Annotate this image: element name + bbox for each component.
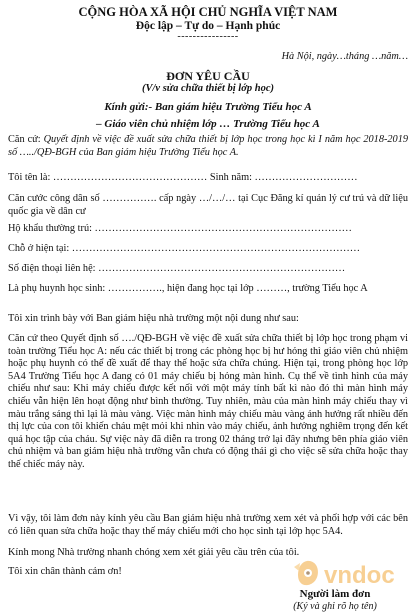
intro-line: Tôi xin trình bày với Ban giám hiệu nhà trường một nội dung như sau:	[8, 313, 299, 324]
place-date: Hà Nội, ngày…tháng …năm…	[281, 51, 408, 62]
motto-rule: ----------------	[177, 31, 239, 42]
vndoc-watermark-logo	[290, 549, 410, 593]
recipient-line-1: Kính gửi:- Ban giám hiệu Trường Tiểu học A	[104, 101, 312, 113]
nation-heading: CỘNG HÒA XÃ HỘI CHỦ NGHĨA VIỆT NAM	[78, 5, 338, 19]
main-paragraph: Căn cứ theo Quyết định số …./QĐ-BGH về việc đề xuất sửa chữa thiết bị lớp học trong phạm vi toàn trường Tiểu học A: nếu các thiết bị trong các phòng học bị hư hỏng thì giáo viên chủ nhiệm hoặc phụ huynh có thể đề xuất để thay thế hoặc sửa chữa chúng. Hiện tại, trong phòng học lớp 5A4 Trường Tiểu học A đang có 01 máy chiếu bị hỏng màn hình. Cụ thể về tình hình của máy chiếu như sau: Khi máy chiếu được kết nối với một máy tính bất kì nào đó thì màn hình máy chiếu vẫn hiện lên hoạt động như bình thường. Tuy nhiên, màu của màn hình máy chiếu thay vì màu trắng sáng thì lại là màu vàng. Việc màn hình máy chiếu màu vàng ảnh hưởng rất nhiều đến thị lực của con tôi khiến cháu mệt mỏi khi nhìn vào máy chiếu, ảnh hưởng nghiêm trọng đến kết quả học tập của cháu. Sự việc này đã diễn ra trong 02 tháng trở lại đây nhưng bên phía giáo viên chủ nhiệm và ban giám hiệu nhà trường vẫn chưa có động thái gì cho việc sẽ sửa chữa hoặc thay thế chiếc máy này.	[8, 333, 408, 470]
household-field: Hộ khẩu thường trú: …………………………………………………………………	[8, 223, 352, 234]
basis-paragraph	[8, 134, 408, 159]
recipient-line-2: – Giáo viên chủ nhiệm lớp … Trường Tiểu học A	[96, 118, 320, 130]
signature-label: Người làm đơn	[299, 588, 371, 600]
hope-line: Kính mong Nhà trường nhanh chóng xem xét giải yêu cầu trên của tôi.	[8, 547, 300, 558]
name-field: Tôi tên là: ……………………………………… Sinh năm: …………………………	[8, 172, 358, 183]
watermark-text: vndoc	[324, 562, 395, 589]
motto: Độc lập – Tự do – Hạnh phúc	[135, 20, 281, 32]
document-title: ĐƠN YÊU CẦU	[166, 69, 250, 83]
parent-field: Là phụ huynh học sinh: ……………., hiện đang học tại lớp ………, trường Tiểu học A	[8, 283, 368, 294]
basis-text: Quyết định về việc đề xuất sửa chữa thiết bị lớp học trong học kì I năm học 2018-2019 số …../QĐ-BGH của Ban giám hiệu Trường Tiểu học A.	[8, 134, 409, 158]
request-paragraph: Vì vậy, tôi làm đơn này kính yêu cầu Ban giám hiệu nhà trường xem xét và phối hợp với các bên có liên quan sửa chữa hoặc thay thế máy chiếu mới cho học sinh tại lớp học 5A4.	[8, 513, 408, 537]
mascot-icon	[294, 561, 318, 585]
signature-note: (Ký và ghi rõ họ tên)	[293, 601, 377, 612]
phone-field: Số điện thoại liên hệ: ………………………………………………………………	[8, 263, 346, 274]
id-card-field: Căn cước công dân số ……………. cấp ngày …/…/… tại Cục Đăng kí quản lý cư trú và dữ liệu quốc gia về dân cư	[8, 193, 408, 217]
thanks-line: Tôi xin chân thành cảm ơn!	[8, 566, 122, 577]
basis-label: Căn cứ:	[8, 134, 44, 145]
residence-field: Chỗ ở hiện tại: …………………………………………………………………………	[8, 243, 361, 254]
document-subtitle: (V/v sửa chữa thiết bị lớp học)	[142, 83, 274, 94]
